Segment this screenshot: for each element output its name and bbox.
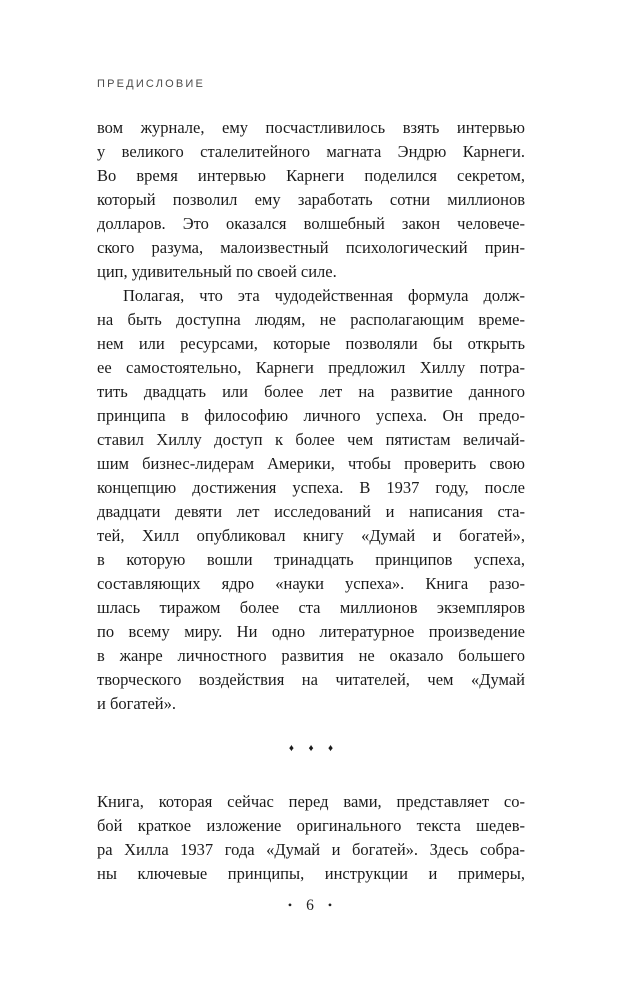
page-number: 6 [306,897,314,915]
running-head: ПРЕДИСЛОВИЕ [97,78,206,90]
text-line: ра Хилла 1937 года «Думай и богатей». Здесь собра- [97,840,525,859]
text-line: Во время интервью Карнеги поделился секретом, [97,166,525,185]
text-line: который позволил ему заработать сотни миллионов [97,190,525,209]
text-line: долларов. Это оказался волшебный закон человече- [97,214,525,233]
section-separator: ♦ ♦ ♦ [288,743,334,754]
paragraph [97,116,525,284]
text-line: в которую вошли тринадцать принципов успеха, [97,550,525,569]
text-line: ее самостоятельно, Карнеги предложил Хиллу потра- [97,358,525,377]
text-line: принципа в философию личного успеха. Он предо- [97,406,525,425]
text-line: Книга, которая сейчас перед вами, представляет со- [97,792,525,811]
page-footer [0,897,620,915]
text-line: по всему миру. Ни одно литературное произведение [97,622,525,641]
text-line: нем или ресурсами, которые позволяли бы открыть [97,334,525,353]
text-line: на быть доступна людям, не располагающим време- [97,310,525,329]
body-text [97,116,525,886]
footer-ornament-left: • [287,898,293,912]
text-line: ставил Хиллу доступ к более чем пятистам величай- [97,430,525,449]
paragraph [97,284,525,716]
text-line: концепцию достижения успеха. В 1937 году, после [97,478,525,497]
paragraph [97,790,525,886]
text-line: бой краткое изложение оригинального текста шедев- [97,816,525,835]
text-line: и богатей». [97,694,177,713]
text-line: тей, Хилл опубликовал книгу «Думай и богатей», [97,526,525,545]
text-line: цип, удивительный по своей силе. [97,262,337,281]
text-line: в жанре личностного развития не оказало большего [97,646,525,665]
text-line: вом журнале, ему посчастливилось взять интервью [97,118,525,137]
text-line: тить двадцать или более лет на развитие данного [97,382,525,401]
text-line: у великого сталелитейного магната Эндрю Карнеги. [97,142,525,161]
footer-ornament-right: • [327,898,333,912]
text-line: шим бизнес-лидерам Америки, чтобы проверить свою [97,454,525,473]
text-line: составляющих ядро «науки успеха». Книга разо- [97,574,525,593]
text-line: творческого воздействия на читателей, чем «Думай [97,670,525,689]
text-line: Полагая, что эта чудодейственная формула долж- [123,286,525,305]
text-line: шлась тиражом более ста миллионов экземпляров [97,598,525,617]
text-line: ны ключевые принципы, инструкции и примеры, [97,864,525,883]
text-line: ского разума, малоизвестный психологический прин- [97,238,525,257]
text-line: двадцати девяти лет исследований и написания ста- [97,502,525,521]
